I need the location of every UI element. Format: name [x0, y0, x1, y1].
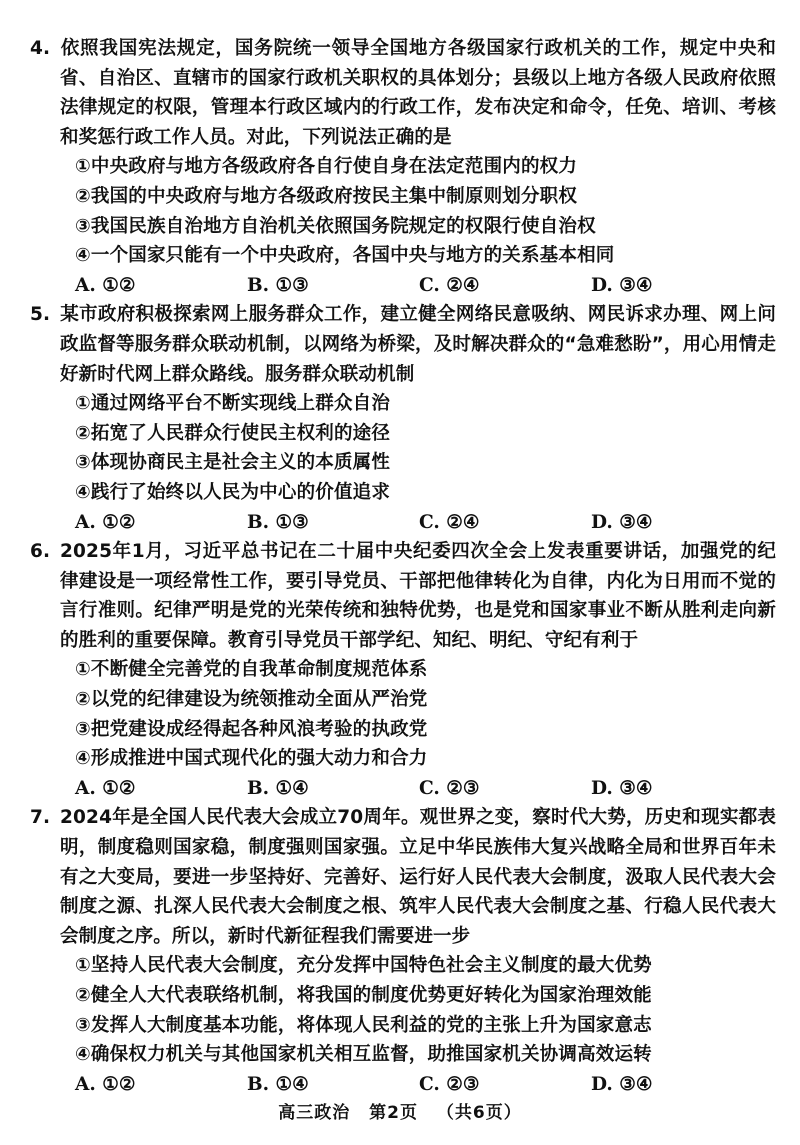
- statement-1: ①中央政府与地方各级政府各自行使自身在法定范围内的权力: [75, 156, 578, 178]
- choice-b[interactable]: B. ①③: [247, 274, 309, 296]
- question-6: [30, 537, 776, 803]
- answer-choices: [30, 1070, 776, 1100]
- question-number: 6.: [30, 541, 51, 563]
- question-4: [30, 34, 776, 300]
- choice-b[interactable]: B. ①③: [247, 511, 309, 533]
- page-footer: [0, 1098, 800, 1123]
- choice-c[interactable]: C. ②④: [419, 511, 480, 533]
- choice-b[interactable]: B. ①④: [247, 777, 309, 799]
- statement-1: ①不断健全完善党的自我革命制度规范体系: [75, 659, 428, 681]
- question-stem: [30, 803, 776, 951]
- choice-d[interactable]: D. ③④: [591, 1073, 653, 1095]
- answer-choices: [30, 271, 776, 301]
- choice-d[interactable]: D. ③④: [591, 274, 653, 296]
- choice-b[interactable]: B. ①④: [247, 1073, 309, 1095]
- question-stem: [30, 537, 776, 655]
- statement-3: ③把党建设成经得起各种风浪考验的执政党: [75, 718, 428, 740]
- footer-page-total: （共6页）: [436, 1103, 522, 1123]
- choice-a[interactable]: A. ①②: [75, 274, 136, 296]
- statement-2: ②以党的纪律建设为统领推动全面从严治党: [75, 689, 428, 711]
- answer-choices: [30, 508, 776, 538]
- statement-2: ②拓宽了人民群众行使民主权利的途径: [75, 422, 391, 444]
- statement-3: ③发挥人大制度基本功能，将体现人民利益的党的主张上升为国家意志: [75, 1014, 652, 1036]
- choice-a[interactable]: A. ①②: [75, 1073, 136, 1095]
- footer-subject: 高三政治: [278, 1103, 351, 1123]
- statement-4: ④践行了始终以人民为中心的价值追求: [75, 481, 391, 503]
- question-5: [30, 300, 776, 537]
- statement-2: ②我国的中央政府与地方各级政府按民主集中制原则划分职权: [75, 185, 578, 207]
- choice-d[interactable]: D. ③④: [591, 511, 653, 533]
- question-text: 依照我国宪法规定，国务院统一领导全国地方各级国家行政机关的工作，规定中央和省、自治区、直辖市的国家行政机关职权的具体划分；县级以上地方各级人民政府依照法律规定的权限，管理本行政区域内的行政工作，发布决定和命令，任免、培训、考核和奖惩行政工作人员。对此，下列说法正确的是: [60, 38, 776, 148]
- choice-c[interactable]: C. ②③: [419, 1073, 480, 1095]
- footer-page-number: 第2页: [369, 1103, 418, 1123]
- answer-choices: [30, 774, 776, 804]
- statement-2: ②健全人大代表联络机制，将我国的制度优势更好转化为国家治理效能: [75, 985, 652, 1006]
- statement-1: ①通过网络平台不断实现线上群众自治: [75, 393, 391, 415]
- question-text: 2024年是全国人民代表大会成立70周年。观世界之变，察时代大势，历史和现实都表明，制度稳则国家稳，制度强则国家强。立足中华民族伟大复兴战略全局和世界百年未有之大变局，要进一步坚持好、完善好、运行好人民代表大会制度，汲取人民代表大会制度之源、扎深人民代表大会制度之根、筑牢人民代表大会制度之基、行稳人民代表大会制度之序。所以，新时代新征程我们需要进一步: [60, 807, 776, 947]
- question-number: 5.: [30, 304, 51, 326]
- choice-c[interactable]: C. ②④: [419, 274, 480, 296]
- question-7: [30, 803, 776, 1099]
- question-stem: [30, 300, 776, 389]
- statement-3: ③体现协商民主是社会主义的本质属性: [75, 452, 391, 474]
- statement-3: ③我国民族自治地方自治机关依照国务院规定的权限行使自治权: [75, 215, 596, 237]
- question-text: 某市政府积极探索网上服务群众工作，建立健全网络民意吸纳、网民诉求办理、网上问政监督等服务群众联动机制，以网络为桥梁，及时解决群众的“急难愁盼”，用心用情走好新时代网上群众路线。服务群众联动机制: [60, 304, 776, 385]
- statement-4: ④一个国家只能有一个中央政府，各国中央与地方的关系基本相同: [75, 245, 615, 267]
- question-text: 2025年1月，习近平总书记在二十届中央纪委四次全会上发表重要讲话，加强党的纪律建设是一项经常性工作，要引导党员、干部把他律转化为自律，内化为日用而不觉的言行准则。纪律严明是党的光荣传统和独特优势，也是党和国家事业不断从胜利走向新的胜利的重要保障。教育引导党员干部学纪、知纪、明纪、守纪有利于: [60, 541, 776, 651]
- question-stem: [30, 34, 776, 152]
- choice-d[interactable]: D. ③④: [591, 777, 653, 799]
- choice-a[interactable]: A. ①②: [75, 511, 136, 533]
- statement-1: ①坚持人民代表大会制度，充分发挥中国特色社会主义制度的最大优势: [75, 955, 652, 977]
- choice-c[interactable]: C. ②③: [419, 777, 480, 799]
- question-number: 7.: [30, 807, 51, 829]
- statement-4: ④形成推进中国式现代化的强大动力和合力: [75, 748, 428, 770]
- choice-a[interactable]: A. ①②: [75, 777, 136, 799]
- statement-4: ④确保权力机关与其他国家机关相互监督，助推国家机关协调高效运转: [75, 1044, 652, 1066]
- question-number: 4.: [30, 38, 51, 59]
